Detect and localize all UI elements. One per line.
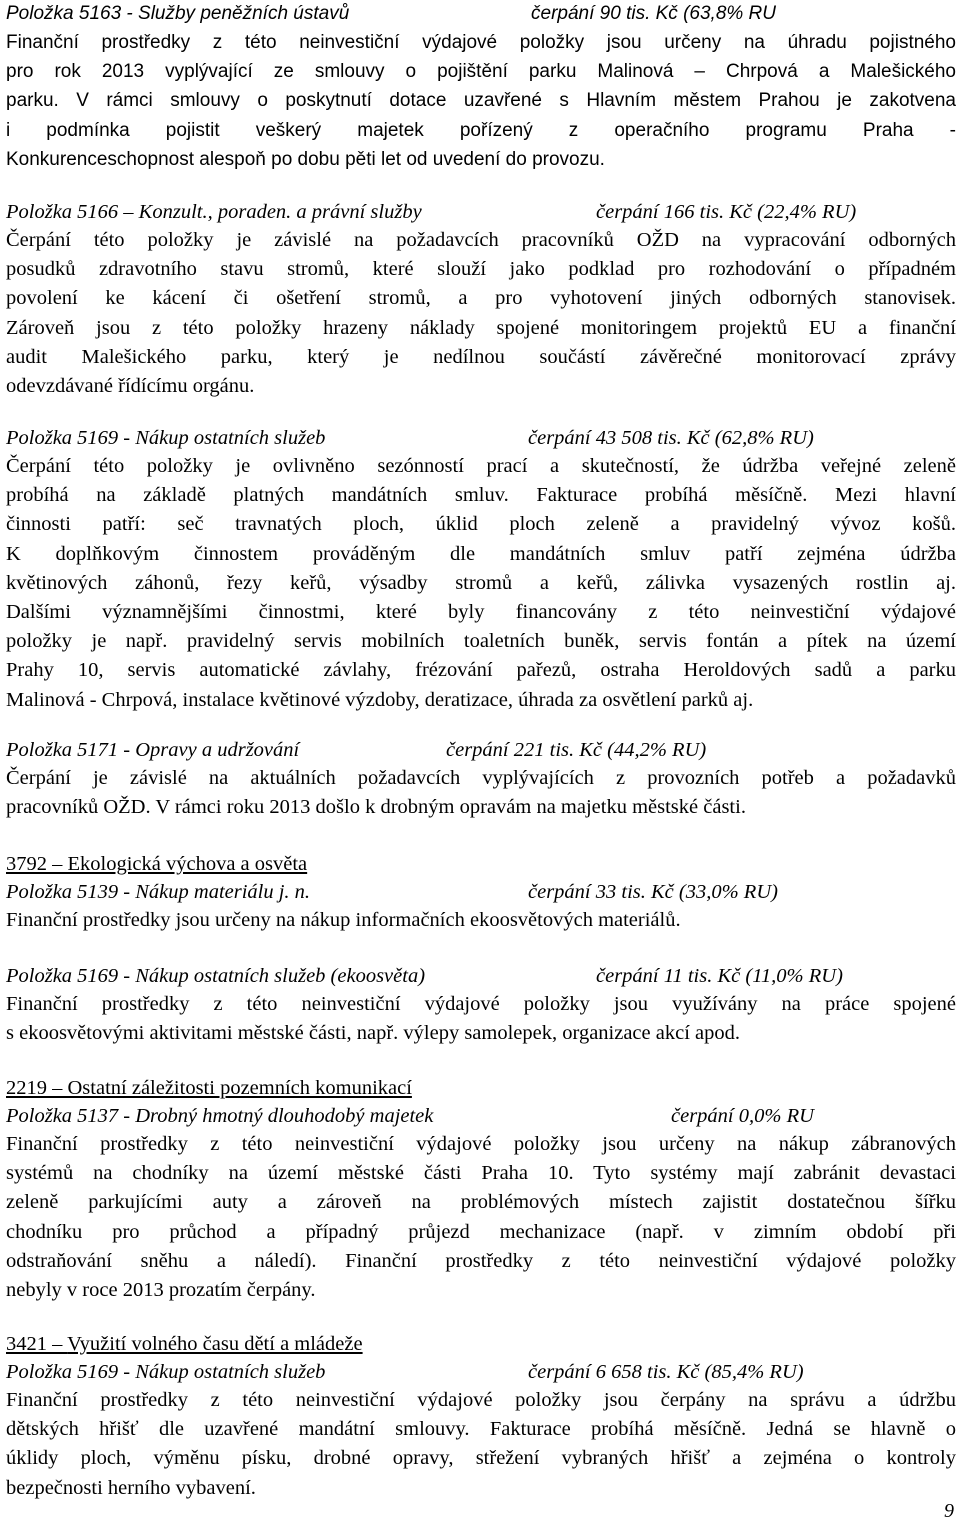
section-title: Ostatní záležitosti pozemních komunikací: [67, 1077, 412, 1099]
text-line: systémů na chodníky na území městské části Praha 10. Tyto systémy mají zabránit devastaci: [6, 1162, 956, 1185]
text-line: květinových záhonů, řezy keřů, výsadby stromů a keřů, zálivka vysazených rostlin aj.: [6, 571, 956, 594]
section-heading: 2219 – Ostatní záležitosti pozemních komunikací: [6, 1077, 412, 1099]
section-heading: 3421 – Využití volného času dětí a mládeže: [6, 1333, 363, 1355]
item-title: Položka 5163 - Služby peněžních ústavů: [6, 3, 350, 24]
section-code: 3792: [6, 853, 47, 875]
section-3421: [6, 1330, 956, 1503]
item-heading: [6, 1358, 956, 1386]
text-line: K doplňkovým činnostem prováděným dle mandátních smluv patří zejména údržba: [6, 542, 956, 565]
text-line: Dalšími významnějšími činnostmi, které byly financovány z této neinvestiční výdajové: [6, 600, 956, 623]
item-title: Položka 5137 - Drobný hmotný dlouhodobý majetek: [6, 1105, 434, 1127]
text-line: s ekoosvětovými aktivitami městské části, např. výlepy samolepek, organizace akcí apod.: [6, 1022, 740, 1045]
item-title: Položka 5169 - Nákup ostatních služeb: [6, 1361, 326, 1383]
item-amount: čerpání 33 tis. Kč (33,0% RU): [528, 881, 778, 903]
section-code: 2219: [6, 1077, 47, 1099]
item-amount: čerpání 6 658 tis. Kč (85,4% RU): [528, 1361, 804, 1383]
block-5163: [6, 0, 956, 174]
text-line: Čerpání je závislé na aktuálních požadavcích vyplývajících z provozních potřeb a požadavků: [6, 767, 956, 789]
item-heading: [6, 0, 956, 28]
item-title: Položka 5169 - Nákup ostatních služeb: [6, 427, 326, 449]
text-line: Čerpání této položky je ovlivněno sezónností prací a skutečností, že údržba veřejné zeleně: [6, 455, 956, 477]
text-line: zeleně parkujícími auty a zároveň na problémových místech zajistit dostatečnou šířku: [6, 1191, 956, 1214]
section-code: 3421: [6, 1333, 47, 1355]
item-title: Položka 5169 - Nákup ostatních služeb (ekoosvěta): [6, 965, 426, 987]
text-line: dětských hřišť dle uzavřené mandátní smlouvy. Fakturace probíhá měsíčně. Jedná se hlavně o: [6, 1418, 956, 1441]
item-amount: čerpání 11 tis. Kč (11,0% RU): [596, 965, 843, 987]
text-line: audit Malešického parku, který je nedílnou součástí závěrečné monitorovací zprávy: [6, 345, 956, 368]
item-amount: čerpání 166 tis. Kč (22,4% RU): [596, 201, 857, 223]
text-line: Prahy 10, servis automatické závlahy, frézování pařezů, ostraha Heroldových sadů a parku: [6, 659, 956, 682]
item-heading: [6, 198, 956, 226]
text-line: položky je např. pravidelný servis mobilních toaletních buněk, servis fontán a pítek na území: [6, 630, 956, 653]
text-line: parku. V rámci smlouvy o poskytnutí dotace uzavřené s Hlavním městem Prahou je zakotvena: [6, 90, 956, 112]
text-line: i podmínka pojistit veškerý majetek pořízený z operačního programu Praha -: [6, 119, 956, 141]
section-heading: 3792 – Ekologická výchova a osvěta: [6, 853, 308, 875]
text-line: povolení ke kácení či ošetření stromů, a pro vyhotovení jiných odborných stanovisek.: [6, 287, 956, 310]
section-title: Ekologická výchova a osvěta: [67, 853, 308, 875]
text-line: odstraňování sněhu a náledí). Finanční prostředky z této neinvestiční výdajové položky: [6, 1249, 956, 1272]
item-title: Položka 5139 - Nákup materiálu j. n.: [6, 881, 311, 903]
item-heading: [6, 1102, 956, 1130]
text-line: Konkurenceschopnost alespoň po dobu pěti let od uvedení do provozu.: [6, 148, 605, 170]
text-line: Finanční prostředky z této neinvestiční výdajové položky jsou čerpány na správu a údržbu: [6, 1389, 956, 1411]
text-line: Čerpání této položky je závislé na požadavcích pracovníků OŽD na vypracování odborných: [6, 229, 956, 251]
text-line: chodníku pro průchod a případný průjezd mechanizace (např. v zimním období při: [6, 1220, 956, 1243]
text-line: posudků zdravotního stavu stromů, které slouží jako podklad pro rozhodování o případném: [6, 258, 956, 281]
item-amount: čerpání 221 tis. Kč (44,2% RU): [446, 739, 707, 761]
text-line: Malinová - Chrpová, instalace květinové výzdoby, deratizace, úhrada za osvětlení parků aj.: [6, 688, 754, 711]
text-line: Finanční prostředky z této neinvestiční výdajové položky jsou využívány na práce spojené: [6, 993, 956, 1015]
text-line: Finanční prostředky jsou určeny na nákup informačních ekoosvětových materiálů.: [6, 909, 681, 931]
item-heading: [6, 736, 956, 764]
text-line: úklidy ploch, výměnu písku, drobné opravy, střežení vybraných hřišť a zejména o kontroly: [6, 1447, 956, 1470]
block-5169: [6, 424, 956, 715]
item-title: Položka 5166 – Konzult., poraden. a právní služby: [6, 201, 422, 223]
text-line: Finanční prostředky z této neinvestiční výdajové položky jsou určeny na úhradu pojistného: [6, 32, 956, 53]
item-amount: čerpání 90 tis. Kč (63,8% RU: [531, 3, 776, 24]
text-line: Zároveň jsou z této položky hrazeny náklady spojené monitoringem projektů EU a finanční: [6, 316, 956, 339]
text-line: bezpečnosti herního vybavení.: [6, 1476, 256, 1499]
item-heading: [6, 424, 956, 452]
item-amount: čerpání 43 508 tis. Kč (62,8% RU): [528, 427, 814, 449]
item-heading: [6, 878, 956, 906]
section-2219: [6, 1074, 956, 1305]
block-5169-ekoosveta: [6, 962, 956, 1048]
text-line: odevzdávané řídícímu orgánu.: [6, 374, 255, 397]
text-line: pro rok 2013 vyplývající ze smlouvy o pojištění parku Malinová – Chrpová a Malešického: [6, 61, 956, 83]
block-5166: [6, 198, 956, 401]
section-3792: [6, 850, 956, 935]
section-title: Využití volného času dětí a mládeže: [67, 1333, 363, 1355]
block-5171: [6, 736, 956, 822]
text-line: činnosti patří: seč travnatých ploch, úklid ploch zeleně a pravidelný vývoz košů.: [6, 513, 956, 536]
item-title: Položka 5171 - Opravy a udržování: [6, 739, 300, 761]
text-line: pracovníků OŽD. V rámci roku 2013 došlo k drobným opravám na majetku městské části.: [6, 796, 746, 819]
text-line: probíhá na základě platných mandátních smluv. Fakturace probíhá měsíčně. Mezi hlavní: [6, 484, 956, 507]
item-amount: čerpání 0,0% RU: [671, 1105, 814, 1127]
text-line: Finanční prostředky z této neinvestiční výdajové položky jsou určeny na nákup zábranových: [6, 1133, 956, 1155]
page-number: 9: [944, 1500, 954, 1522]
item-heading: [6, 962, 956, 990]
text-line: nebyly v roce 2013 prozatím čerpány.: [6, 1278, 316, 1301]
